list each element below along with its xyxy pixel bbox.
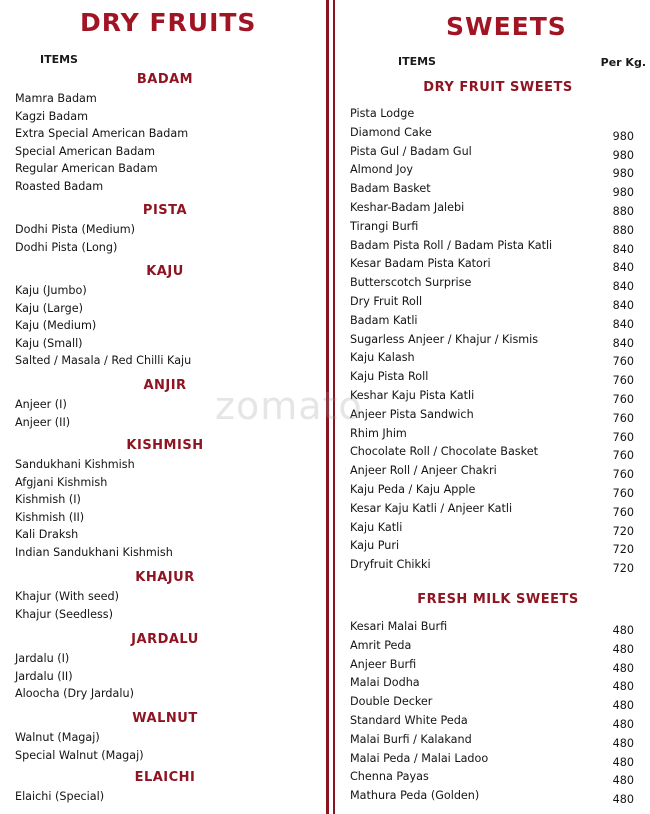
price-value: 980 — [612, 186, 634, 200]
list-item: Kishmish (I) — [15, 493, 81, 506]
price-value: 760 — [612, 505, 634, 519]
list-item: Kaju Katli — [350, 520, 403, 534]
price-value: 760 — [612, 430, 634, 444]
list-item: Kesar Badam Pista Katori — [350, 257, 491, 271]
category-heading: KAJU — [146, 264, 184, 279]
list-item: Roasted Badam — [15, 179, 104, 193]
price-value: 480 — [612, 642, 634, 656]
category-heading: DRY FRUIT SWEETS — [423, 80, 573, 95]
list-item: Extra Special American Badam — [15, 127, 189, 140]
list-item: Special Walnut (Magaj) — [15, 748, 144, 762]
price-value: 880 — [612, 223, 634, 237]
list-item: Kagzi Badam — [15, 109, 89, 123]
price-value: 720 — [612, 543, 634, 557]
list-item: Dodhi Pista (Long) — [15, 240, 118, 254]
category-heading: KISHMISH — [126, 438, 204, 453]
price-value: 760 — [612, 449, 634, 463]
sweets-title: SWEETS — [446, 12, 567, 41]
watermark: zomato — [215, 384, 363, 428]
list-item: Kaju Peda / Kaju Apple — [350, 483, 476, 496]
price-value: 720 — [612, 524, 634, 538]
list-item: Elaichi (Special) — [15, 790, 105, 803]
list-item: Kaju Pista Roll — [350, 370, 429, 384]
list-item: Chocolate Roll / Chocolate Basket — [350, 445, 538, 459]
items-header: ITEMS — [40, 53, 78, 66]
price-value: 840 — [612, 242, 634, 256]
list-item: Kaju (Large) — [15, 301, 83, 315]
list-item: Pista Lodge — [350, 107, 415, 120]
category-heading: FRESH MILK SWEETS — [417, 592, 579, 607]
list-item: Badam Basket — [350, 182, 431, 196]
list-item: Amrit Peda — [350, 638, 412, 652]
price-value: 480 — [612, 624, 634, 637]
price-value: 760 — [612, 355, 634, 369]
price-value: 760 — [612, 374, 634, 388]
list-item: Jardalu (I) — [15, 652, 70, 665]
list-item: Dry Fruit Roll — [350, 295, 423, 308]
per-kg-header: Per Kg. — [600, 56, 646, 69]
list-item: Kesari Malai Burfi — [350, 620, 448, 633]
list-item: Double Decker — [350, 695, 433, 709]
price-value: 980 — [612, 129, 634, 143]
list-item: Chenna Payas — [350, 770, 429, 784]
category-heading: ANJIR — [143, 378, 187, 393]
category-heading: WALNUT — [132, 711, 198, 726]
category-heading: JARDALU — [131, 632, 199, 647]
list-item: Indian Sandukhani Kishmish — [15, 545, 173, 559]
list-item: Kaju (Medium) — [15, 319, 97, 332]
list-item: Keshar Kaju Pista Katli — [350, 389, 475, 402]
category-heading: BADAM — [136, 72, 194, 87]
list-item: Salted / Masala / Red Chilli Kaju — [15, 354, 192, 367]
list-item: Anjeer (I) — [15, 398, 67, 411]
list-item: Mamra Badam — [15, 92, 97, 105]
list-item: Anjeer (II) — [15, 415, 71, 429]
list-item: Kaju (Small) — [15, 336, 83, 350]
list-item: Special American Badam — [15, 144, 156, 158]
list-item: Malai Burfi / Kalakand — [350, 732, 472, 746]
items-header: ITEMS — [398, 55, 436, 68]
price-value: 840 — [612, 261, 634, 275]
price-value: 480 — [612, 718, 634, 731]
price-value: 840 — [612, 280, 634, 294]
list-item: Dryfruit Chikki — [350, 558, 431, 572]
price-value: 480 — [612, 661, 634, 675]
list-item: Malai Peda / Malai Ladoo — [350, 751, 489, 765]
list-item: Keshar-Badam Jalebi — [350, 201, 465, 214]
price-value: 480 — [612, 680, 634, 694]
price-value: 720 — [612, 562, 634, 576]
price-value: 980 — [612, 167, 634, 181]
price-value: 760 — [612, 487, 634, 500]
list-item: Kesar Kaju Katli / Anjeer Katli — [350, 501, 513, 515]
list-item: Kaju Kalash — [350, 351, 415, 365]
list-item: Afgjani Kishmish — [15, 475, 108, 489]
price-value: 880 — [612, 205, 634, 218]
list-item: Aloocha (Dry Jardalu) — [15, 687, 134, 700]
list-item: Jardalu (II) — [15, 669, 73, 683]
list-item: Dodhi Pista (Medium) — [15, 223, 136, 236]
list-item: Sandukhani Kishmish — [15, 458, 135, 471]
list-item: Diamond Cake — [350, 125, 432, 139]
list-item: Sugarless Anjeer / Khajur / Kismis — [350, 332, 539, 346]
list-item: Pista Gul / Badam Gul — [350, 144, 472, 158]
list-item: Mathura Peda (Golden) — [350, 789, 480, 803]
price-value: 480 — [612, 736, 634, 750]
list-item: Standard White Peda — [350, 714, 468, 727]
list-item: Kaju Puri — [350, 539, 400, 553]
list-item: Badam Pista Roll / Badam Pista Katli — [350, 238, 553, 252]
list-item: Kali Draksh — [15, 528, 79, 541]
sweets-column — [338, 0, 650, 814]
price-value: 760 — [612, 468, 634, 482]
list-item: Malai Dodha — [350, 676, 420, 690]
price-value: 480 — [612, 699, 634, 713]
price-value: 760 — [612, 411, 634, 425]
list-item: Khajur (With seed) — [15, 590, 120, 603]
price-value: 840 — [612, 317, 634, 331]
price-value: 480 — [612, 774, 634, 788]
list-item: Regular American Badam — [15, 162, 158, 175]
category-heading: KHAJUR — [135, 570, 195, 585]
list-item: Tirangi Burfi — [350, 219, 419, 233]
category-heading: PISTA — [142, 203, 188, 218]
list-item: Badam Katli — [350, 313, 418, 327]
price-value: 480 — [612, 755, 634, 769]
list-item: Almond Joy — [350, 163, 414, 177]
price-value: 840 — [612, 336, 634, 350]
category-heading: ELAICHI — [134, 770, 196, 785]
list-item: Walnut (Magaj) — [15, 731, 100, 744]
list-item: Anjeer Roll / Anjeer Chakri — [350, 464, 497, 478]
list-item: Anjeer Burfi — [350, 657, 417, 671]
list-item: Rhim Jhim — [350, 426, 407, 440]
price-value: 760 — [612, 393, 634, 406]
list-item: Butterscotch Surprise — [350, 276, 472, 290]
price-value: 480 — [612, 793, 634, 807]
list-item: Khajur (Seedless) — [15, 607, 113, 621]
list-item: Kaju (Jumbo) — [15, 284, 87, 297]
price-value: 840 — [612, 299, 634, 312]
list-item: Kishmish (II) — [15, 510, 85, 524]
list-item: Anjeer Pista Sandwich — [350, 407, 474, 421]
price-value: 980 — [612, 148, 634, 162]
dry-fruits-title: DRY FRUITS — [80, 8, 257, 37]
